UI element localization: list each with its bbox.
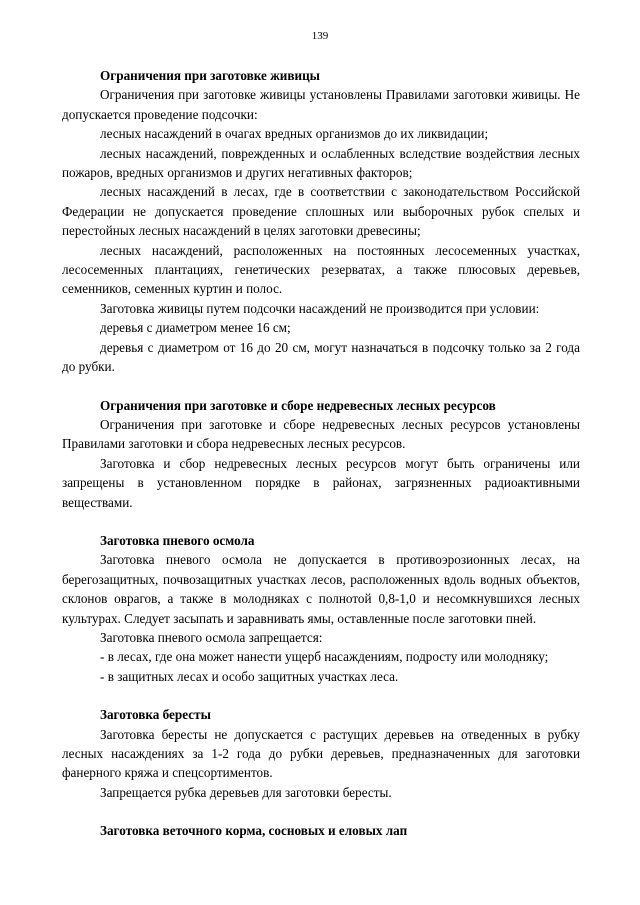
paragraph: лесных насаждений, поврежденных и ослабленных вследствие воздействия лесных пожаров, вредных организмов и других негативных факторов; — [62, 145, 580, 181]
paragraph: деревья с диаметром от 16 до 20 см, могут назначаться в подсочку только за 2 года до рубки. — [62, 339, 580, 375]
paragraph: Заготовка бересты не допускается с растущих деревьев на отведенных в рубку лесных насаждениях за 1-2 года до рубки деревьев, предназначенных для заготовки фанерного кряжа и спецсортиментов. — [62, 726, 580, 781]
paragraph: лесных насаждений в лесах, где в соответствии с законодательством Российской Федерации не допускается проведение сплошных или выборочных рубок спелых и перестойных лесных насаждений в целях заготовки древесины; — [62, 184, 580, 239]
paragraph: Заготовка пневого осмола запрещается: — [100, 629, 323, 645]
page-number: 139 — [311, 30, 329, 42]
paragraph: лесных насаждений, расположенных на постоянных лесосеменных участках, лесосеменных плантациях, генетических резерватах, а также плюсовых деревьев, семенников, семенных куртин и полос. — [62, 242, 580, 297]
list-item: - в лесах, где она может нанести ущерб насаждениям, подросту или молодняку; — [100, 649, 549, 665]
section-heading: Ограничения при заготовке и сборе недревесных лесных ресурсов — [100, 397, 496, 413]
paragraph: Ограничения при заготовке живицы установлены Правилами заготовки живицы. Не допускается проведение подсочки: — [62, 87, 580, 122]
paragraph: лесных насаждений в очагах вредных организмов до их ликвидации; — [100, 126, 489, 142]
section-heading: Ограничения при заготовке живицы — [100, 68, 320, 83]
document-body — [62, 66, 580, 860]
paragraph: деревья с диаметром менее 16 см; — [100, 320, 291, 336]
section-birch-bark — [62, 705, 580, 802]
paragraph: Заготовка пневого осмола не допускается в противоэрозионных лесах, на берегозащитных, почвозащитных участках лесов, расположенных вдоль водных объектов, склонов оврагов, а также в молодняках с полнотой 0,8-1,0 и несомкнувшихся лесных культурах. Следует засыпать и заравнивать ямы, оставленные после заготовки пней. — [62, 552, 580, 626]
list-item: - в защитных лесах и особо защитных участках леса. — [100, 668, 399, 684]
paragraph: Запрещается рубка деревьев для заготовки бересты. — [100, 784, 392, 800]
section-heading: Заготовка пневого осмола — [100, 532, 255, 548]
section-heading: Заготовка веточного корма, сосновых и еловых лап — [100, 823, 408, 839]
section-branch-fodder — [62, 821, 580, 840]
paragraph: Заготовка живицы путем подсочки насаждений не производится при условии: — [100, 300, 540, 316]
section-non-timber — [62, 396, 580, 512]
section-heading: Заготовка бересты — [100, 707, 211, 723]
section-stump-resin — [62, 531, 580, 686]
paragraph: Заготовка и сбор недревесных лесных ресурсов могут быть ограничены или запрещены в установленном порядке в районах, загрязненных радиоактивными веществами. — [62, 455, 580, 510]
paragraph: Ограничения при заготовке и сборе недревесных лесных ресурсов установлены Правилами заготовки и сбора недревесных лесных ресурсов. — [62, 416, 580, 452]
section-resin — [62, 66, 580, 377]
